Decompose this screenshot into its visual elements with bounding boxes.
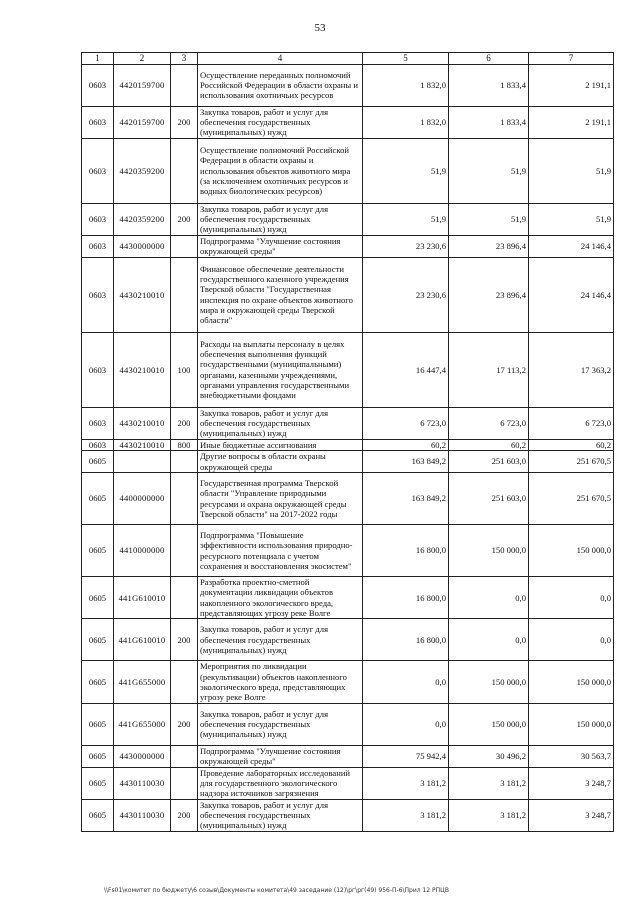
amount-year1-cell: 16 447,4: [363, 332, 449, 407]
amount-year3-cell: 24 146,4: [529, 235, 614, 257]
amount-year3-cell: 51,9: [529, 138, 614, 203]
expense-type-cell: 200: [171, 703, 198, 745]
section-code-cell: 0603: [82, 235, 114, 257]
target-article-cell: 4430000000: [114, 235, 171, 257]
header-row: [82, 53, 614, 65]
amount-year3-cell: 6 723,0: [529, 407, 614, 439]
header-cell: 1: [82, 53, 114, 65]
expense-type-cell: [171, 577, 198, 619]
amount-year2-cell: 51,9: [449, 203, 529, 235]
budget-table: [81, 52, 614, 832]
section-code-cell: 0605: [82, 799, 114, 831]
expense-type-cell: [171, 235, 198, 257]
amount-year3-cell: 150 000,0: [529, 703, 614, 745]
expense-type-cell: [171, 661, 198, 703]
table-row: [82, 257, 614, 332]
amount-year2-cell: 150 000,0: [449, 661, 529, 703]
target-article-cell: 441G655000: [114, 661, 171, 703]
amount-year3-cell: 51,9: [529, 203, 614, 235]
target-article-cell: 4420359200: [114, 138, 171, 203]
amount-year2-cell: 251 603,0: [449, 473, 529, 525]
expense-type-cell: 200: [171, 407, 198, 439]
description-cell: Осуществление переданных полномочий Российской Федерации в области охраны и использования охотничьих ресурсов: [198, 64, 363, 106]
description-cell: Расходы на выплаты персоналу в целях обеспечения выполнения функций государственными (муниципальными) органами, казенными учреждениями, органами управления государственными внебюджетными фондами: [198, 332, 363, 407]
amount-year2-cell: 30 496,2: [449, 745, 529, 767]
section-code-cell: 0603: [82, 439, 114, 450]
target-article-cell: 4410000000: [114, 525, 171, 577]
page-number: 53: [314, 22, 326, 34]
section-code-cell: 0603: [82, 203, 114, 235]
description-cell: Закупка товаров, работ и услуг для обеспечения государственных (муниципальных) нужд: [198, 407, 363, 439]
table-row: [82, 64, 614, 106]
amount-year2-cell: 23 896,4: [449, 257, 529, 332]
expense-type-cell: [171, 767, 198, 799]
amount-year2-cell: 17 113,2: [449, 332, 529, 407]
table-row: [82, 332, 614, 407]
amount-year3-cell: 30 563,7: [529, 745, 614, 767]
section-code-cell: 0603: [82, 257, 114, 332]
section-code-cell: 0605: [82, 745, 114, 767]
description-cell: Проведение лабораторных исследований для государственного экологического надзора источников загрязнения: [198, 767, 363, 799]
target-article-cell: 4430210010: [114, 257, 171, 332]
amount-year2-cell: 3 181,2: [449, 799, 529, 831]
target-article-cell: 4430000000: [114, 745, 171, 767]
amount-year3-cell: 60,2: [529, 439, 614, 450]
amount-year2-cell: 23 896,4: [449, 235, 529, 257]
header-cell: 7: [529, 53, 614, 65]
amount-year3-cell: 150 000,0: [529, 525, 614, 577]
target-article-cell: 441G610010: [114, 577, 171, 619]
expense-type-cell: 200: [171, 619, 198, 661]
table-row: [82, 439, 614, 450]
table-row: [82, 661, 614, 703]
table-row: [82, 577, 614, 619]
amount-year1-cell: 0,0: [363, 661, 449, 703]
amount-year2-cell: 60,2: [449, 439, 529, 450]
description-cell: Мероприятия по ликвидации (рекультивации) объектов накопленного экологического вреда, представляющих угрозу реке Волге: [198, 661, 363, 703]
amount-year3-cell: 3 248,7: [529, 767, 614, 799]
amount-year1-cell: 0,0: [363, 703, 449, 745]
amount-year2-cell: 150 000,0: [449, 525, 529, 577]
table-row: [82, 451, 614, 473]
amount-year2-cell: 150 000,0: [449, 703, 529, 745]
table-row: [82, 767, 614, 799]
target-article-cell: 4400000000: [114, 473, 171, 525]
file-path-footer: \\Fs01\комитет по бюджету\6 созыв\Документы комитета\49 заседание (12)\рг\рг(49) 956-П-6\Прил 12 РПЦВ: [104, 887, 449, 894]
description-cell: Разработка проектно-сметной документации ликвидации объектов накопленного экологического вреда, представляющих угрозу реке Волге: [198, 577, 363, 619]
section-code-cell: 0605: [82, 703, 114, 745]
section-code-cell: 0603: [82, 64, 114, 106]
amount-year3-cell: 24 146,4: [529, 257, 614, 332]
description-cell: Закупка товаров, работ и услуг для обеспечения государственных (муниципальных) нужд: [198, 799, 363, 831]
description-cell: Закупка товаров, работ и услуг для обеспечения государственных (муниципальных) нужд: [198, 619, 363, 661]
section-code-cell: 0605: [82, 577, 114, 619]
header-cell: 5: [363, 53, 449, 65]
target-article-cell: 4430210010: [114, 332, 171, 407]
target-article-cell: 4430110030: [114, 767, 171, 799]
table-row: [82, 106, 614, 138]
table-row: [82, 203, 614, 235]
expense-type-cell: 200: [171, 106, 198, 138]
expense-type-cell: [171, 257, 198, 332]
section-code-cell: 0605: [82, 619, 114, 661]
amount-year2-cell: 1 833,4: [449, 106, 529, 138]
amount-year1-cell: 23 230,6: [363, 235, 449, 257]
description-cell: Иные бюджетные ассигнования: [198, 439, 363, 450]
description-cell: Финансовое обеспечение деятельности государственного казенного учреждения Тверской области "Государственная инспекция по охране объектов животного мира и окружающей среды Тверской области": [198, 257, 363, 332]
amount-year3-cell: 2 191,1: [529, 106, 614, 138]
section-code-cell: 0603: [82, 106, 114, 138]
table-row: [82, 799, 614, 831]
amount-year3-cell: 0,0: [529, 577, 614, 619]
section-code-cell: 0603: [82, 332, 114, 407]
description-cell: Другие вопросы в области охраны окружающей среды: [198, 451, 363, 473]
amount-year2-cell: 251 603,0: [449, 451, 529, 473]
expense-type-cell: [171, 64, 198, 106]
expense-type-cell: [171, 451, 198, 473]
description-cell: Закупка товаров, работ и услуг для обеспечения государственных (муниципальных) нужд: [198, 203, 363, 235]
amount-year3-cell: 17 363,2: [529, 332, 614, 407]
description-cell: Осуществление полномочий Российской Федерации в области охраны и использования объектов животного мира (за исключением охотничьих ресурсов и водных биологических ресурсов): [198, 138, 363, 203]
table-row: [82, 525, 614, 577]
header-cell: 3: [171, 53, 198, 65]
section-code-cell: 0603: [82, 407, 114, 439]
target-article-cell: 441G655000: [114, 703, 171, 745]
amount-year2-cell: 3 181,2: [449, 767, 529, 799]
table-row: [82, 407, 614, 439]
description-cell: Подпрограмма "Улучшение состояния окружающей среды": [198, 745, 363, 767]
amount-year1-cell: 16 800,0: [363, 525, 449, 577]
table-row: [82, 619, 614, 661]
description-cell: Закупка товаров, работ и услуг для обеспечения государственных (муниципальных) нужд: [198, 106, 363, 138]
target-article-cell: 4420159700: [114, 64, 171, 106]
amount-year2-cell: 6 723,0: [449, 407, 529, 439]
amount-year2-cell: 1 833,4: [449, 64, 529, 106]
expense-type-cell: 200: [171, 799, 198, 831]
table-row: [82, 473, 614, 525]
expense-type-cell: [171, 138, 198, 203]
amount-year1-cell: 23 230,6: [363, 257, 449, 332]
description-cell: Подпрограмма "Улучшение состояния окружающей среды": [198, 235, 363, 257]
amount-year2-cell: 51,9: [449, 138, 529, 203]
section-code-cell: 0605: [82, 525, 114, 577]
target-article-cell: 4430110030: [114, 799, 171, 831]
expense-type-cell: [171, 525, 198, 577]
section-code-cell: 0603: [82, 138, 114, 203]
section-code-cell: 0605: [82, 767, 114, 799]
amount-year3-cell: 150 000,0: [529, 661, 614, 703]
amount-year1-cell: 163 849,2: [363, 451, 449, 473]
expense-type-cell: [171, 745, 198, 767]
amount-year2-cell: 0,0: [449, 619, 529, 661]
header-cell: 2: [114, 53, 171, 65]
target-article-cell: [114, 451, 171, 473]
section-code-cell: 0605: [82, 661, 114, 703]
table-row: [82, 703, 614, 745]
description-cell: Закупка товаров, работ и услуг для обеспечения государственных (муниципальных) нужд: [198, 703, 363, 745]
amount-year3-cell: 3 248,7: [529, 799, 614, 831]
target-article-cell: 4430210010: [114, 439, 171, 450]
amount-year1-cell: 51,9: [363, 138, 449, 203]
target-article-cell: 4430210010: [114, 407, 171, 439]
table-row: [82, 745, 614, 767]
amount-year3-cell: 251 670,5: [529, 473, 614, 525]
amount-year1-cell: 75 942,4: [363, 745, 449, 767]
section-code-cell: 0605: [82, 451, 114, 473]
description-cell: Государственная программа Тверской области "Управление природными ресурсами и охрана окружающей среды Тверской области" на 2017-2022 годы: [198, 473, 363, 525]
amount-year1-cell: 1 832,0: [363, 64, 449, 106]
description-cell: Подпрограмма "Повышение эффективности использования природно-ресурсного потенциала с учетом сохранения и восстановления экосистем": [198, 525, 363, 577]
expense-type-cell: [171, 473, 198, 525]
amount-year2-cell: 0,0: [449, 577, 529, 619]
amount-year1-cell: 60,2: [363, 439, 449, 450]
section-code-cell: 0605: [82, 473, 114, 525]
target-article-cell: 4420159700: [114, 106, 171, 138]
table-row: [82, 235, 614, 257]
amount-year3-cell: 2 191,1: [529, 64, 614, 106]
amount-year3-cell: 0,0: [529, 619, 614, 661]
target-article-cell: 4420359200: [114, 203, 171, 235]
amount-year1-cell: 3 181,2: [363, 799, 449, 831]
expense-type-cell: 800: [171, 439, 198, 450]
amount-year1-cell: 3 181,2: [363, 767, 449, 799]
amount-year3-cell: 251 670,5: [529, 451, 614, 473]
expense-type-cell: 200: [171, 203, 198, 235]
amount-year1-cell: 16 800,0: [363, 619, 449, 661]
header-cell: 4: [198, 53, 363, 65]
amount-year1-cell: 163 849,2: [363, 473, 449, 525]
target-article-cell: 441G610010: [114, 619, 171, 661]
amount-year1-cell: 51,9: [363, 203, 449, 235]
table-row: [82, 138, 614, 203]
amount-year1-cell: 1 832,0: [363, 106, 449, 138]
amount-year1-cell: 16 800,0: [363, 577, 449, 619]
header-cell: 6: [449, 53, 529, 65]
expense-type-cell: 100: [171, 332, 198, 407]
amount-year1-cell: 6 723,0: [363, 407, 449, 439]
